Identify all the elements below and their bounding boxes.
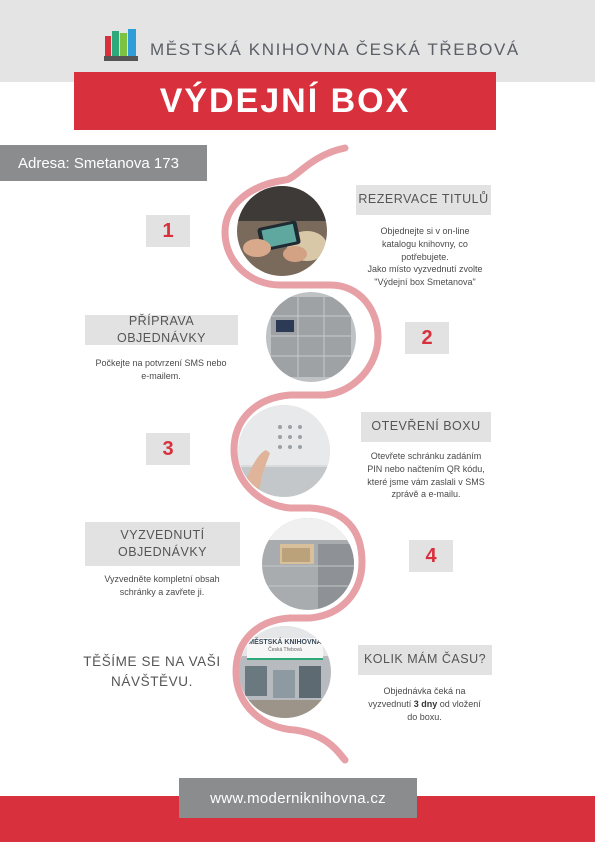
- step-4-label: [85, 522, 240, 566]
- page-title: VÝDEJNÍ BOX: [159, 81, 411, 120]
- step-4-description: [82, 573, 242, 599]
- desc-line: Vyzvedněte kompletní obsah: [104, 574, 220, 584]
- building-sign: [247, 638, 323, 660]
- desc-line: Počkejte na potvrzení SMS nebo: [95, 358, 227, 368]
- library-name: MĚSTSKÁ KNIHOVNA ČESKÁ TŘEBOVÁ: [150, 40, 520, 59]
- step-3-number: 3: [146, 433, 190, 465]
- open-locker-image: [262, 518, 354, 610]
- step-1-photo: [237, 186, 327, 276]
- library-building-photo: [239, 626, 331, 718]
- closing-line: TĚŠÍME SE NA VAŠI: [83, 654, 221, 669]
- sign-line: MĚSTSKÁ KNIHOVNA: [248, 639, 322, 646]
- time-label: KOLIK MÁM ČASU?: [358, 645, 492, 675]
- desc-line: do boxu.: [407, 711, 442, 722]
- desc-line: Jako místo vyzvednutí zvolte: [367, 264, 483, 275]
- desc-line: katalogu knihovny, co: [382, 238, 468, 249]
- phone-in-hands-image: [237, 186, 327, 276]
- keypad-touch-image: [238, 405, 330, 497]
- label-line: OBJEDNÁVKY: [117, 545, 208, 559]
- desc-line: schránky a zavřete ji.: [119, 586, 205, 597]
- step-2-description: [80, 357, 242, 383]
- desc-line: [352, 698, 497, 711]
- desc-line: PIN nebo načtením QR kódu,: [367, 463, 485, 474]
- step-1-label: REZERVACE TITULŮ: [356, 185, 491, 215]
- label-line: VYZVEDNUTÍ: [120, 527, 205, 542]
- desc-line: potřebujete.: [401, 251, 449, 262]
- time-description: [352, 685, 497, 723]
- text-span: od vložení: [437, 698, 481, 709]
- closing-message: [82, 652, 222, 693]
- days-count: 3 dny: [413, 698, 438, 709]
- desc-line: zprávě a e-mailu.: [391, 489, 461, 500]
- desc-line: Otevřete schránku zadáním: [370, 451, 482, 461]
- step-2-number: 2: [405, 322, 449, 354]
- step-3-photo: [238, 405, 330, 497]
- text-span: vyzvednutí: [368, 698, 414, 709]
- step-3-description: [356, 450, 496, 501]
- desc-line: "Výdejní box Smetanova": [374, 277, 476, 288]
- step-2-label: PŘÍPRAVA OBJEDNÁVKY: [85, 315, 238, 345]
- website-link[interactable]: www.moderniknihovna.cz: [179, 778, 417, 818]
- desc-line: Objednávka čeká na: [383, 686, 466, 696]
- desc-line: Objednejte si v on-line: [380, 226, 470, 236]
- sign-line: Česká Třebová: [268, 647, 302, 654]
- closing-line: NÁVŠTĚVU.: [111, 674, 193, 690]
- step-2-photo: [266, 292, 356, 382]
- desc-line: které jsme vám zaslali v SMS: [367, 476, 485, 487]
- desc-line: e-mailem.: [141, 370, 181, 381]
- locker-box-image: [266, 292, 356, 382]
- step-1-description: [355, 225, 495, 289]
- step-4-number: 4: [409, 540, 453, 572]
- step-4-photo: [262, 518, 354, 610]
- step-3-label: OTEVŘENÍ BOXU: [361, 412, 491, 442]
- step-1-number: 1: [146, 215, 190, 247]
- address-label: Adresa: Smetanova 173: [0, 145, 207, 181]
